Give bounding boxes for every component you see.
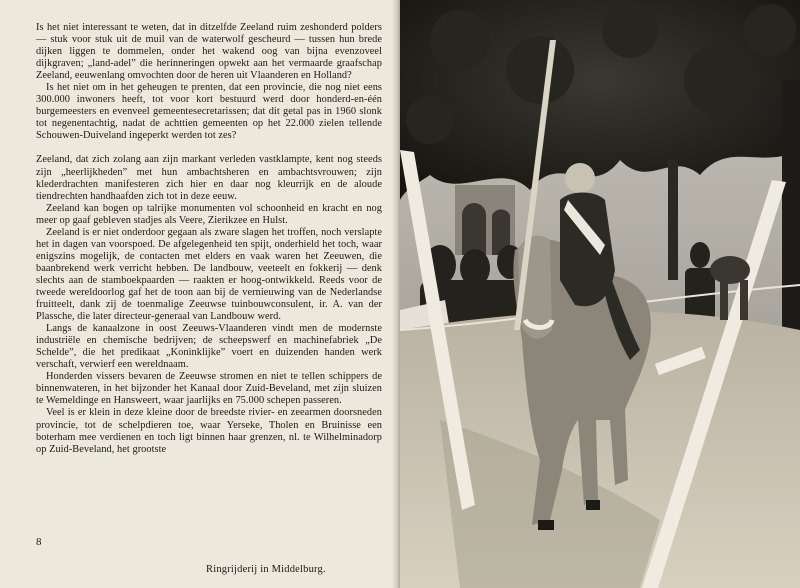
paragraph-5: Zeeland is er niet onderdoor gegaan als zware slagen het troffen, noch verslapte het in dagen van voorspoed. De afgelegenheid ten spijt, onderhield het toch, waar enigszins mogelijk, de contacten met elders en vaak waren het Zeeuwen, die baanbrekend werk verricht hebben. De landbouw, veeteelt en fokkerij — denk slechts aan de stamboekpaarden — raakten er hoog-ontwikkeld. Reeds voor de tweede wereldoorlog gaf het de toon aan bij de vernieuwing van de Nederlandse fruitteelt, dank zij de toenmalige Zeeuwse tuinbouwconsulent, ir. A. van der Plassche, die later directeur-generaal van Landbouw werd.: [36, 226, 382, 323]
tree-trunk-mid: [668, 160, 678, 280]
paragraph-2: Is het niet om in het geheugen te prenten, dat een provincie, die nog niet eens 300.000 inwoners heeft, tot voor kort bestuurd werd door honderd-en-één burgemeesters en evenveel gemeentesecretarissen; dat dit getal pas in 1960 slonk tot negenentachtig, nadat de achttien gemeenten op het 22.000 zielen tellende Schouwen-Duiveland ingeperkt werden tot zes?: [36, 82, 382, 142]
page-number: 8: [36, 536, 42, 548]
paragraph-1: Is het niet interessant te weten, dat in ditzelfde Zeeland ruim zeshonderd polders — stuk voor stuk uit de muil van de waterwolf gescheurd — tussen hun brede dijken liggen te dommelen, onder het wakend oog van bijna evenzoveel dijkgraven; „land-adel” die herinneringen opwekt aan het vermaarde graafschap Zeeland, eeuwenlang omvochten door de heren uit Vlaanderen en Holland?: [36, 22, 382, 82]
ring-riding-photo: [400, 0, 800, 588]
photo-caption: Ringrijderij in Middelburg.: [206, 564, 326, 575]
paragraph-7: Honderden vissers bevaren de Zeeuwse stromen en niet te tellen schippers de binnenwateren, in het bijzonder het Kanaal door Zuid-Beveland, met zijn sluizen te Wemeldinge en Hansweert, waar jaarlijks en 75.000 schepen passeren.: [36, 371, 382, 407]
paragraph-3: Zeeland, dat zich zolang aan zijn markant verleden vastklampte, kent nog steeds zijn „heerlijkheden” met hun ambachtsheren en ambachtsvrouwen; zijn klederdrachten manifesteren zich hier en daar nog kleurrijk en de aloude tiendrechten handhaafden zich tot in deze eeuw.: [36, 154, 382, 202]
paragraph-8: Veel is er klein in deze kleine door de breedste rivier- en zeearmen doorsneden provincie, tot de schelpdieren toe, waar Yerseke, Tholen en Bruinisse een boterham mee verdienen en toch ligt binnen haar grenzen, nl. te Wilhelminadorp op Zuid-Beveland, het grootste: [36, 407, 382, 455]
body-text: [36, 22, 382, 456]
paragraph-4: Zeeland kan bogen op talrijke monumenten vol schoonheid en kracht en nog meer op gaaf gebleven stadjes als Veere, Zierikzee en Hulst.: [36, 202, 382, 226]
tree-trunk-right: [782, 80, 800, 340]
left-page: [0, 0, 398, 588]
paragraph-6: Langs de kanaalzone in oost Zeeuws-Vlaanderen vindt men de modernste industriële en chemische bedrijven; de scheepswerf en machinefabriek „De Schelde”, die het predikaat „Koninklijke” voert en duizenden handen werk verschaft, verwierf een wereldnaam.: [36, 323, 382, 371]
